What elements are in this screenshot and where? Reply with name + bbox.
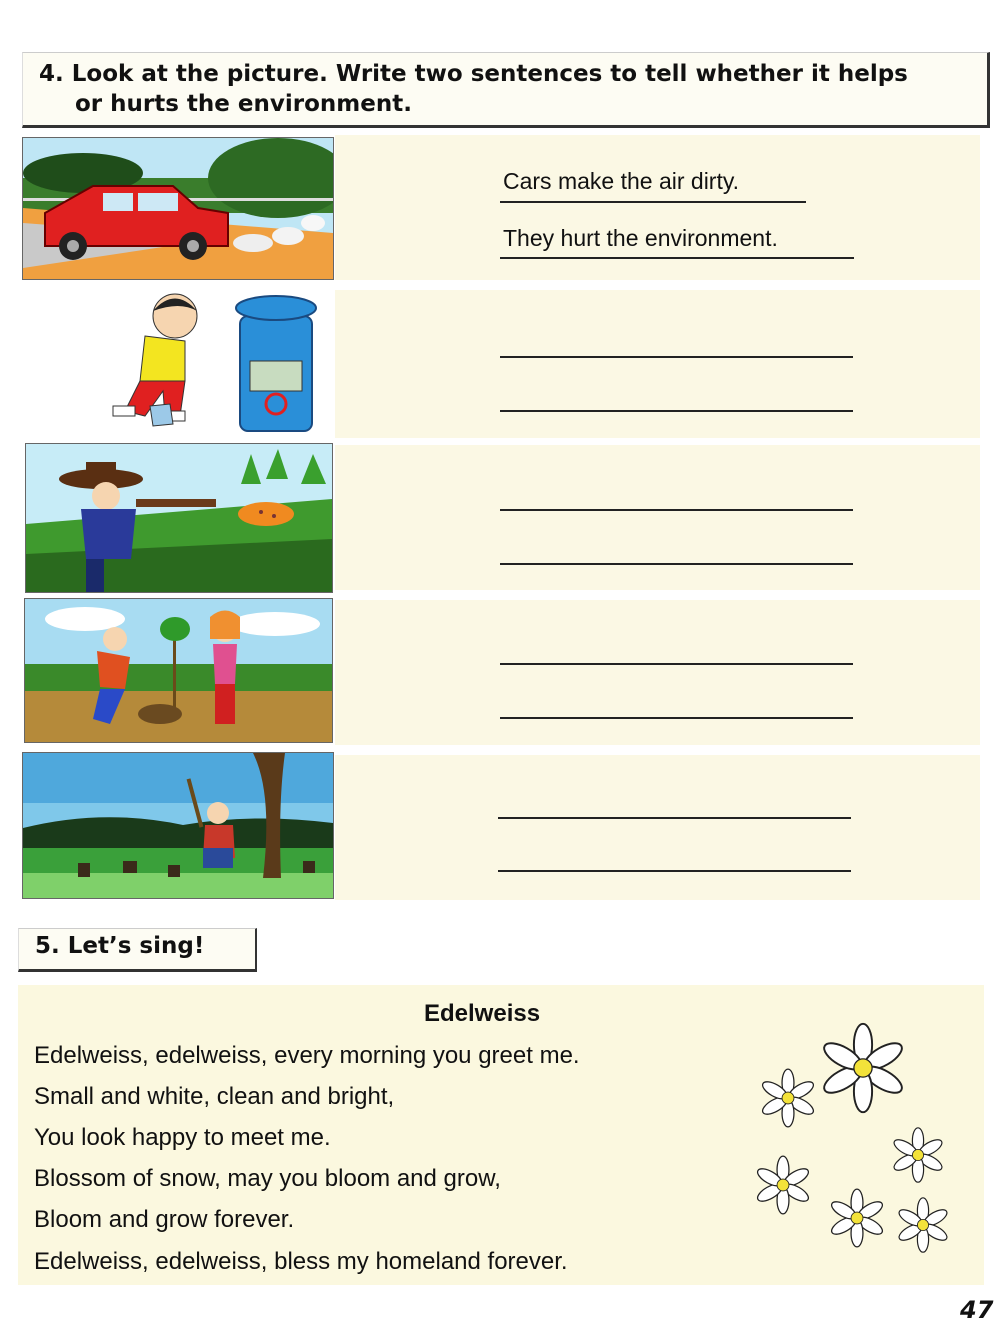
example-answer-line-2: They hurt the environment. (503, 225, 778, 251)
edelweiss-flower-icon (897, 1198, 950, 1252)
answer-line (500, 257, 854, 259)
tree-planting-picture (24, 598, 333, 743)
edelweiss-flower-icon (760, 1069, 816, 1127)
section-4-instruction: 4. Look at the picture. Write two sentences to tell whether it helps or hurts the environment. (39, 61, 908, 117)
example-answer-line-1: Cars make the air dirty. (503, 168, 740, 194)
car-picture (22, 137, 334, 280)
answer-line[interactable] (500, 410, 853, 412)
section-5-title: 5. Let’s sing! (35, 933, 205, 959)
edelweiss-flower-icon (829, 1189, 885, 1247)
song-line: You look happy to meet me. (34, 1124, 331, 1151)
answer-line[interactable] (500, 563, 853, 565)
song-line: Small and white, clean and bright, (34, 1083, 395, 1110)
song-title: Edelweiss (424, 1000, 541, 1027)
answer-line[interactable] (500, 663, 853, 665)
answer-line (500, 201, 806, 203)
section-4-header (22, 52, 990, 128)
edelweiss-flower-icon (755, 1156, 811, 1214)
section-5-header (18, 928, 257, 972)
answer-line[interactable] (498, 817, 851, 819)
edelweiss-flower-icon (892, 1128, 945, 1182)
answer-line[interactable] (500, 356, 853, 358)
background-band (335, 600, 980, 745)
edelweiss-flowers (750, 1020, 970, 1260)
tree-cutting-picture (22, 752, 334, 899)
answer-line[interactable] (498, 870, 851, 872)
answer-line[interactable] (500, 509, 853, 511)
answer-line[interactable] (500, 717, 853, 719)
boy-litter-picture (85, 286, 325, 436)
song-line: Blossom of snow, may you bloom and grow, (34, 1165, 501, 1192)
song-line: Edelweiss, edelweiss, every morning you greet me. (34, 1042, 580, 1069)
hunter-picture (25, 443, 333, 593)
background-band (335, 755, 980, 900)
background-band (335, 290, 980, 438)
page-number: 47 (960, 1296, 994, 1324)
edelweiss-flower-icon (820, 1024, 906, 1112)
background-band (335, 445, 980, 590)
song-line: Bloom and grow forever. (34, 1206, 295, 1233)
song-line: Edelweiss, edelweiss, bless my homeland forever. (34, 1248, 568, 1275)
